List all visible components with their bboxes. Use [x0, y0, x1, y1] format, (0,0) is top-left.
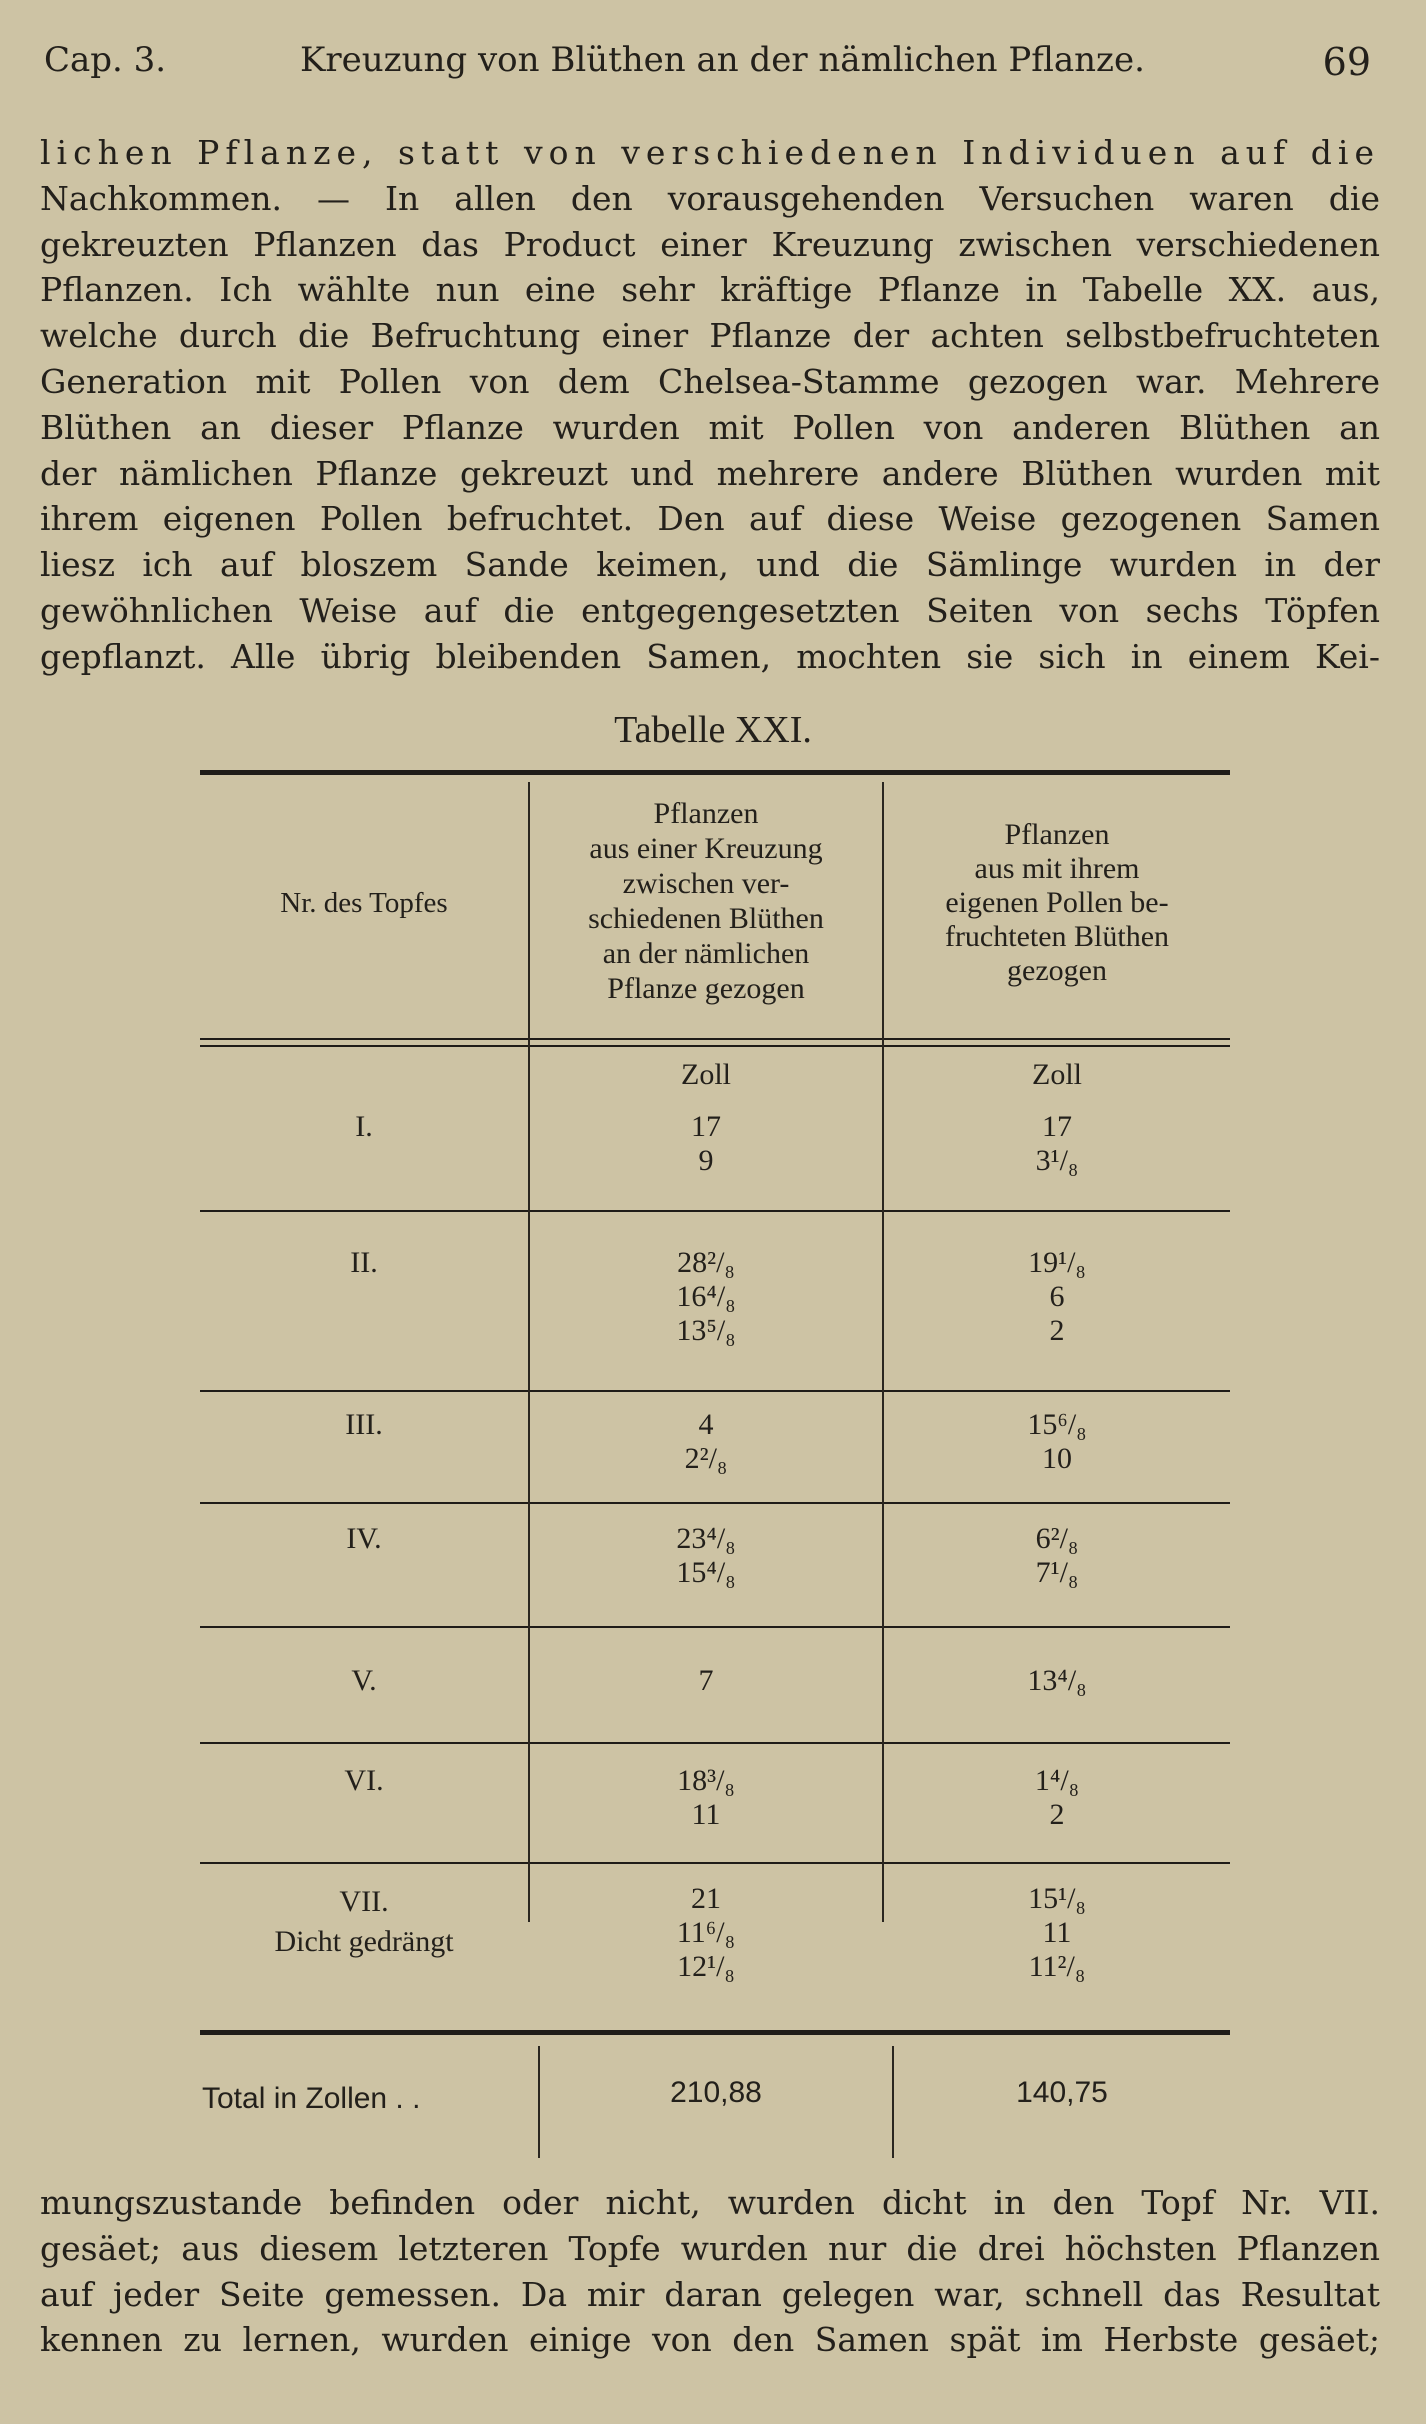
text-line: welche durch die Befruchtung einer Pflanze der achten selbstbefruchteten: [40, 316, 1380, 356]
row-rule: [200, 1502, 1230, 1504]
table-top-rule: [200, 770, 1230, 775]
self-values: 19¹/₈ 6 2: [1028, 1246, 1086, 1347]
text-line: Nachkommen. — In allen den vorausgehenden Versuchen waren die: [40, 178, 1380, 218]
crossed-values: 4 2²/₈: [684, 1408, 728, 1475]
header-rule: [200, 1038, 1230, 1040]
text-line: auf jeder Seite gemessen. Da mir daran gelegen war, schnell das Resultat: [40, 2274, 1380, 2314]
header-self: Pflanzen aus mit ihrem eigenen Pollen be- fruchteten Blüthen gezogen: [944, 818, 1170, 987]
table-caption: Tabelle XXI.: [614, 709, 812, 751]
crossed-values: 23⁴/₈ 15⁴/₈: [676, 1522, 736, 1589]
pot-label: III.: [345, 1408, 383, 1441]
self-values: 15¹/₈ 11 11²/₈: [1028, 1882, 1086, 1983]
data-table: [200, 770, 1230, 2160]
pot-label: IV.: [346, 1522, 382, 1555]
text-line: Generation mit Pollen von dem Chelsea-Stamme gezogen war. Mehrere: [40, 361, 1380, 401]
text-line: der nämlichen Pflanze gekreuzt und mehrere andere Blüthen wurden mit: [40, 453, 1380, 493]
header-crossed: Pflanzen aus einer Kreuzung zwischen ver- schiedenen Blüthen an der nämlichen Pflanze gezogen: [588, 797, 824, 1005]
pot-label: VII. Dicht gedrängt: [200, 1882, 528, 1962]
text-line: gesäet; aus diesem letzteren Topfe wurden nur die drei höchsten Pflanzen: [40, 2228, 1380, 2268]
pot-label: VI.: [344, 1764, 384, 1797]
self-values: 6²/₈ 7¹/₈: [1035, 1522, 1079, 1589]
text-line: lichen Pflanze, statt von verschiedenen Individuen auf die: [40, 133, 1380, 172]
paragraph-bottom: [40, 2180, 1380, 2363]
self-values: 15⁶/₈ 10: [1027, 1408, 1087, 1475]
unit-self: Zoll: [1032, 1058, 1082, 1091]
self-values: 13⁴/₈: [1027, 1664, 1087, 1697]
text-line: Blüthen an dieser Pflanze wurden mit Pollen von anderen Blüthen an: [40, 407, 1380, 447]
pot-label: I.: [355, 1110, 373, 1143]
header-pot: Nr. des Topfes: [280, 887, 448, 919]
text-line: gekreuzten Pflanzen das Product einer Kreuzung zwischen verschiedenen: [40, 224, 1380, 264]
running-title: Kreuzung von Blüthen an der nämlichen Pflanze.: [300, 40, 1145, 80]
total-crossed: 210,88: [670, 2076, 762, 2109]
pot-label: V.: [351, 1664, 377, 1697]
paragraph-top: [40, 130, 1380, 680]
row-rule: [200, 1742, 1230, 1744]
text-line: mungszustande befinden oder nicht, wurden dicht in den Topf Nr. VII.: [40, 2183, 1380, 2222]
header-rule-double: [200, 1045, 1230, 1047]
text-line: gepflanzt. Alle übrig bleibenden Samen, mochten sie sich in einem Kei-: [40, 636, 1380, 676]
text-line: kennen zu lernen, wurden einige von den Samen spät im Herbste gesäet;: [40, 2320, 1380, 2360]
chapter-label: Cap. 3.: [44, 40, 167, 80]
total-self: 140,75: [1016, 2076, 1108, 2109]
text-line: Pflanzen. Ich wählte nun eine sehr kräftige Pflanze in Tabelle XX. aus,: [40, 270, 1380, 310]
text-line: liesz ich auf bloszem Sande keimen, und die Sämlinge wurden in der: [40, 545, 1380, 585]
total-label: Total in Zollen . .: [202, 2082, 421, 2115]
crossed-values: 17 9: [691, 1110, 721, 1177]
crossed-values: 7: [698, 1664, 714, 1697]
text-line: gewöhnlichen Weise auf die entgegengesetzten Seiten von sechs Töpfen: [40, 590, 1380, 630]
crossed-values: 21 11⁶/₈ 12¹/₈: [676, 1882, 736, 1983]
total-rule: [200, 2030, 1230, 2035]
self-values: 1⁴/₈ 2: [1034, 1764, 1080, 1831]
row-rule: [200, 1390, 1230, 1392]
page-number: 69: [1322, 40, 1371, 84]
crossed-values: 18³/₈ 11: [677, 1764, 735, 1831]
pot-label: II.: [350, 1246, 378, 1279]
row-rule: [200, 1626, 1230, 1628]
row-rule: [200, 1210, 1230, 1212]
self-values: 17 3¹/₈: [1035, 1110, 1079, 1177]
pot-note: Dicht gedrängt: [274, 1925, 454, 1958]
unit-crossed: Zoll: [681, 1058, 731, 1091]
crossed-values: 28²/₈ 16⁴/₈ 13⁵/₈: [676, 1246, 736, 1347]
row-rule: [200, 1862, 1230, 1864]
text-line: ihrem eigenen Pollen befruchtet. Den auf diese Weise gezogenen Samen: [40, 499, 1380, 539]
